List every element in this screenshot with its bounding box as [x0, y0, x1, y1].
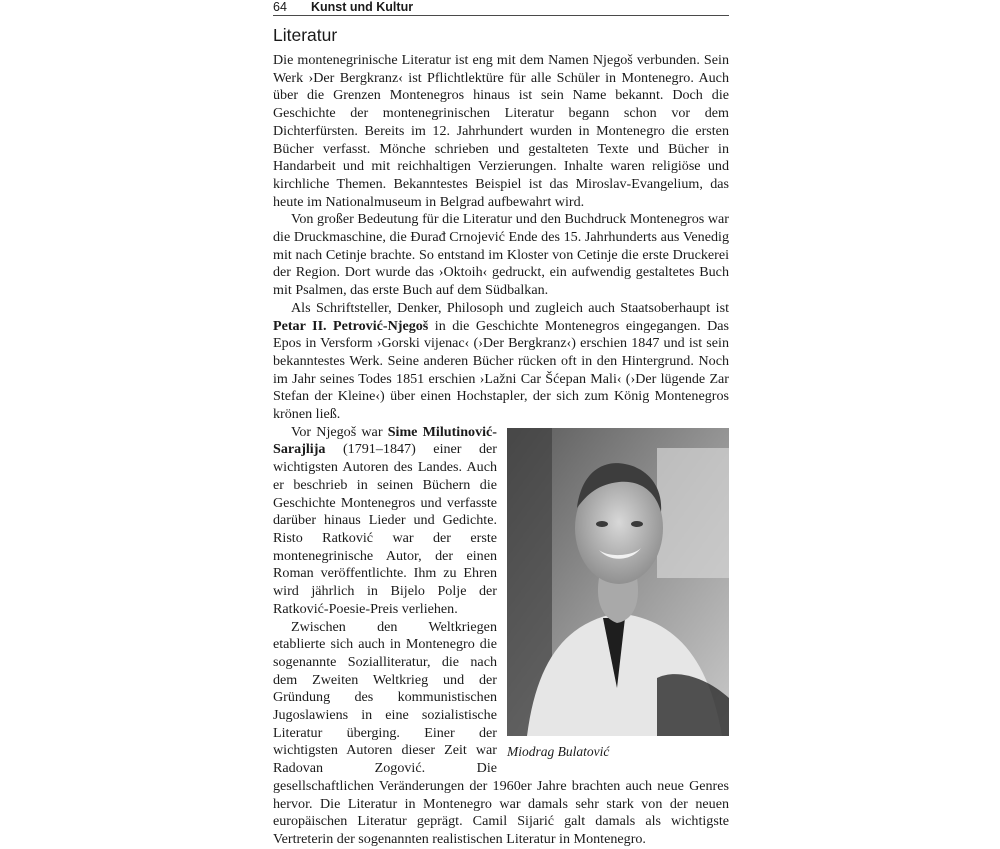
paragraph-5: Zwischen den Weltkriegen etablierte sich auch in Montenegro die sogenannte Sozialliteratur, die nach dem Zweiten Weltkrieg und der Gründung des kommunistischen Jugoslawiens in eine sozialistische Literatur überging. Einer der wichtigsten Autoren dieser Zeit war Radovan Zogović. Die gesellschaftlichen Veränderungen der 1960er Jahre brachten auch neue Genres hervor. Die Literatur in Montenegro war damals sehr stark von der neuen europäischen Literatur geprägt. Camil Sijarić galt damals als wichtigste Vertreterin der sogenannten realistischen Literatur in Montenegro. [273, 618, 729, 847]
author-name-njegos: Petar II. Petrović-Njegoš [273, 317, 429, 334]
page-number: 64 [273, 0, 287, 14]
running-header [273, 0, 729, 16]
paragraph-1: Die montenegrinische Literatur ist eng mit dem Namen Njegoš verbunden. Sein Werk ›Der Bergkranz‹ ist Pflichtlektüre für alle Schüler in Montenegro. Auch über die Grenzen Montenegros hinaus ist sein Name bekannt. Doch die Geschichte der montenegrinischen Literatur begann schon vor dem Dichterfürsten. Bereits im 12. Jahrhundert wurden in Montenegro die ersten Bücher verfasst. Mönche schrieben und gestalteten Texte und Bücher in Handarbeit und mit reichhaltigen Verzierungen. Inhalte waren religiöse und kirchliche Themen. Bekanntestes Beispiel ist das Miroslav-Evangelium, das heute im Nationalmuseum in Belgrad aufbewahrt wird. [273, 52, 729, 210]
paragraph-3: Als Schriftsteller, Denker, Philosoph und zugleich auch Staatsoberhaupt ist Petar II. Petrović-Njegoš in die Geschichte Montenegros eingegangen. Das Epos in Versform ›Gorski vijenac‹ (›Der Bergkranz‹) erschien 1847 und ist sein bekanntestes Werk. Seine anderen Bücher rücken oft in den Hintergrund. Noch im Jahr seines Todes 1851 erschien ›Lažni Car Šćepan Mali‹ (›Der lügende Zar Stefan der Kleine‹) über einen Hochstapler, der sich zum König Montenegros krönen ließ. [273, 299, 730, 423]
portrait-image [507, 428, 729, 736]
photo-caption: Miodrag Bulatović [507, 743, 610, 759]
book-page [273, 0, 730, 847]
float-anchor [507, 427, 729, 761]
paragraph-2: Von großer Bedeutung für die Literatur und den Buchdruck Montenegros war die Druckmaschine, die Đurađ Crnojević Ende des 15. Jahrhunderts aus Venedig mit nach Cetinje brachte. So entstand im Kloster von Cetinje die erste Druckerei der Region. Dort wurde das ›Oktoih‹ gedruckt, ein aufwendig gestaltetes Buch mit Psalmen, das erste Buch auf dem Südbalkan. [273, 211, 729, 299]
paragraph-4: Miodrag Bulatović Vor Njegoš war Sime Milutinović-Sarajlija (1791–1847) einer der wichtigsten Autoren des Landes. Auch er beschrieb in seinen Büchern die Geschichte Montenegros und verfasste darüber hinaus Lieder und Gedichte. Risto Ratković war der erste montenegrinische Autor, der einen Roman veröffentlichte. Ihm zu Ehren wird jährlich in Bijelo Polje der Ratković-Poesie-Preis verliehen. [273, 424, 729, 619]
portrait-photo [507, 428, 729, 736]
article-body [273, 52, 729, 849]
author-name-milutinovic: Sime Milutinović-Sarajlija [273, 423, 497, 458]
section-title: Kunst und Kultur [311, 0, 414, 14]
chapter-heading: Literatur [273, 25, 338, 45]
